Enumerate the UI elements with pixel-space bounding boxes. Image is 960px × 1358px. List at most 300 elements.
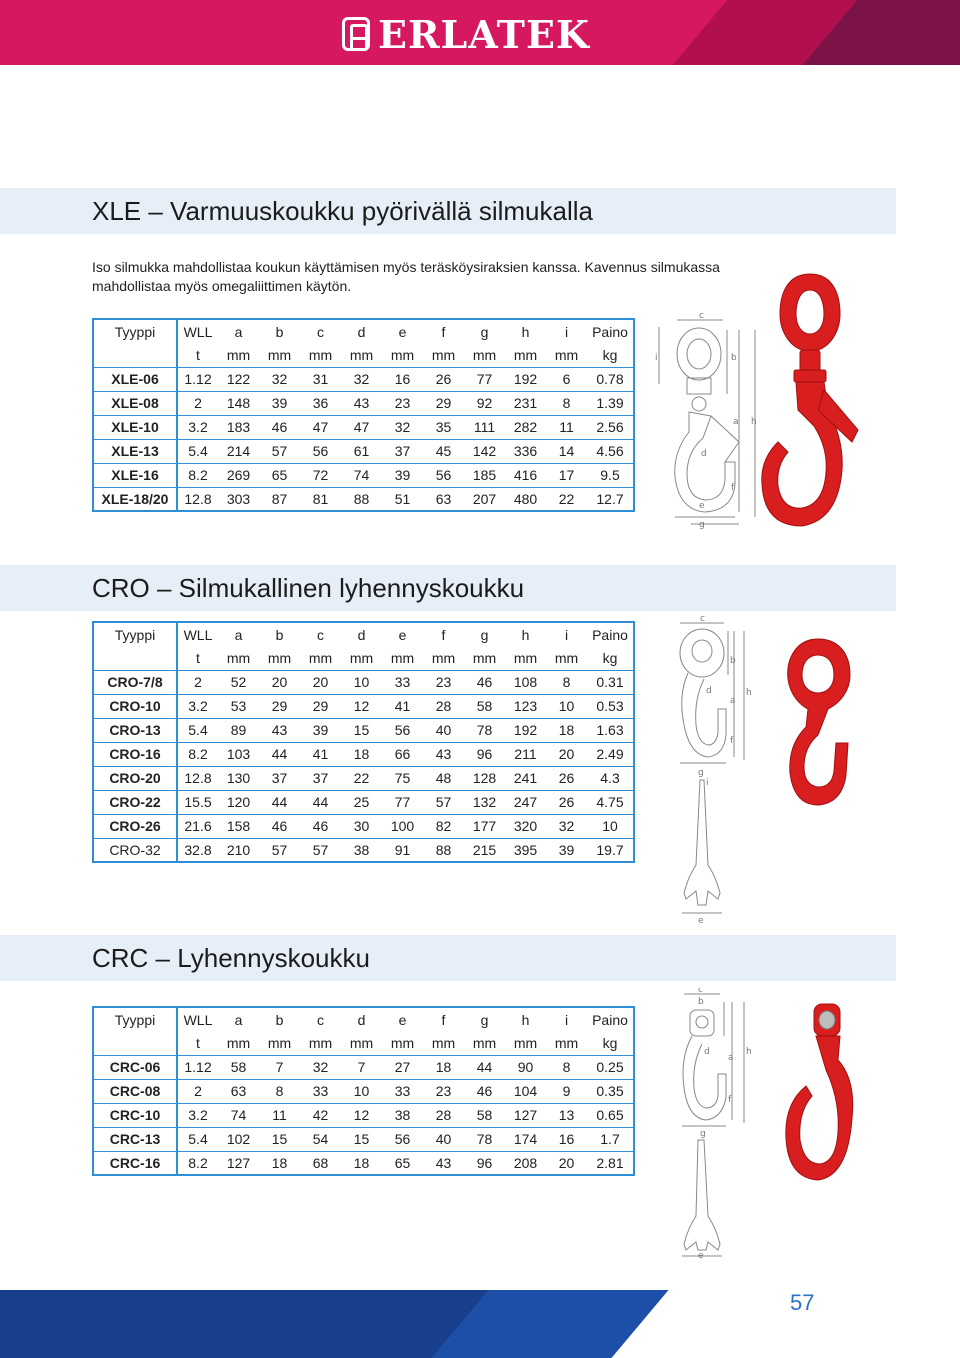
value-cell: 58 bbox=[218, 1055, 259, 1079]
value-cell: 303 bbox=[218, 487, 259, 511]
column-header: d bbox=[357, 626, 366, 643]
table-row bbox=[93, 1055, 634, 1079]
dimension-label: d bbox=[704, 1047, 710, 1057]
cro-technical-drawing bbox=[668, 615, 758, 925]
value-cell: 28 bbox=[423, 1103, 464, 1127]
value-cell: 54 bbox=[300, 1127, 341, 1151]
value-cell: 78 bbox=[464, 1127, 505, 1151]
table-row bbox=[93, 694, 634, 718]
spec-table-crc bbox=[92, 1006, 635, 1176]
value-cell: 108 bbox=[505, 670, 546, 694]
value-cell: 5.4 bbox=[177, 439, 218, 463]
value-cell: 282 bbox=[505, 415, 546, 439]
value-cell: 4.56 bbox=[587, 439, 634, 463]
column-header bbox=[93, 1031, 177, 1055]
value-cell: 17 bbox=[546, 463, 587, 487]
dimension-label: i bbox=[706, 778, 709, 788]
dimension-label: c bbox=[699, 312, 704, 321]
value-cell: 46 bbox=[259, 415, 300, 439]
value-cell: 208 bbox=[505, 1151, 546, 1175]
dimension-label: b bbox=[731, 353, 737, 363]
column-header: i bbox=[564, 323, 569, 340]
column-header bbox=[93, 343, 177, 367]
table-row bbox=[93, 1079, 634, 1103]
table-header-row bbox=[93, 319, 634, 343]
value-cell: 40 bbox=[423, 1127, 464, 1151]
value-cell: 42 bbox=[300, 1103, 341, 1127]
value-cell: 44 bbox=[259, 790, 300, 814]
table-row bbox=[93, 814, 634, 838]
model-cell: CRC-08 bbox=[93, 1079, 177, 1103]
value-cell: 33 bbox=[300, 1079, 341, 1103]
value-cell: 127 bbox=[505, 1103, 546, 1127]
column-header: h bbox=[521, 323, 530, 340]
dimension-label: g bbox=[699, 520, 705, 530]
column-header: a bbox=[234, 1011, 243, 1028]
value-cell: 44 bbox=[300, 790, 341, 814]
value-cell: 65 bbox=[259, 463, 300, 487]
value-cell: 132 bbox=[464, 790, 505, 814]
value-cell: 12.8 bbox=[177, 766, 218, 790]
column-header: WLL bbox=[183, 323, 213, 340]
value-cell: 214 bbox=[218, 439, 259, 463]
spec-table-cro bbox=[92, 621, 635, 863]
model-cell: CRO-7/8 bbox=[93, 670, 177, 694]
value-cell: 57 bbox=[300, 838, 341, 862]
value-cell: 29 bbox=[259, 694, 300, 718]
value-cell: 12 bbox=[341, 1103, 382, 1127]
value-cell: 32 bbox=[341, 367, 382, 391]
value-cell: 61 bbox=[341, 439, 382, 463]
value-cell: 18 bbox=[341, 1151, 382, 1175]
value-cell: 32.8 bbox=[177, 838, 218, 862]
value-cell: 38 bbox=[341, 838, 382, 862]
value-cell: 43 bbox=[341, 391, 382, 415]
column-header: mm bbox=[431, 1034, 456, 1051]
section-intro: Iso silmukka mahdollistaa koukun käyttämisen myös teräsköysiraksien kanssa. Kavennus silmukassa mahdollistaa myös omegaliittimen käytön. bbox=[92, 259, 720, 294]
model-cell: CRO-16 bbox=[93, 742, 177, 766]
column-header: Tyyppi bbox=[93, 622, 177, 646]
value-cell: 8 bbox=[546, 670, 587, 694]
table-header-row bbox=[93, 622, 634, 646]
column-header: mm bbox=[390, 1034, 415, 1051]
value-cell: 46 bbox=[464, 670, 505, 694]
dimension-label: f bbox=[731, 483, 735, 493]
model-cell: CRC-06 bbox=[93, 1055, 177, 1079]
column-header: mm bbox=[267, 1034, 292, 1051]
model-cell: CRO-13 bbox=[93, 718, 177, 742]
value-cell: 27 bbox=[382, 1055, 423, 1079]
value-cell: 7 bbox=[259, 1055, 300, 1079]
column-header: mm bbox=[431, 649, 456, 666]
column-header: mm bbox=[554, 346, 579, 363]
value-cell: 21.6 bbox=[177, 814, 218, 838]
value-cell: 33 bbox=[382, 1079, 423, 1103]
value-cell: 2.49 bbox=[587, 742, 634, 766]
value-cell: 77 bbox=[382, 790, 423, 814]
model-cell: CRC-13 bbox=[93, 1127, 177, 1151]
value-cell: 2.81 bbox=[587, 1151, 634, 1175]
value-cell: 241 bbox=[505, 766, 546, 790]
value-cell: 416 bbox=[505, 463, 546, 487]
column-header: mm bbox=[349, 346, 374, 363]
value-cell: 13 bbox=[546, 1103, 587, 1127]
value-cell: 35 bbox=[423, 415, 464, 439]
value-cell: 90 bbox=[505, 1055, 546, 1079]
xle-technical-drawing bbox=[655, 312, 765, 532]
value-cell: 174 bbox=[505, 1127, 546, 1151]
value-cell: 74 bbox=[218, 1103, 259, 1127]
dimension-label: a bbox=[730, 696, 736, 706]
value-cell: 26 bbox=[546, 766, 587, 790]
value-cell: 0.31 bbox=[587, 670, 634, 694]
value-cell: 32 bbox=[382, 415, 423, 439]
section-heading-cro bbox=[0, 565, 896, 611]
value-cell: 7 bbox=[341, 1055, 382, 1079]
value-cell: 0.35 bbox=[587, 1079, 634, 1103]
value-cell: 19.7 bbox=[587, 838, 634, 862]
column-header: g bbox=[480, 1011, 489, 1028]
section-title: CRO – Silmukallinen lyhennyskoukku bbox=[92, 573, 525, 603]
spec-table-xle bbox=[92, 318, 635, 512]
value-cell: 6 bbox=[546, 367, 587, 391]
value-cell: 16 bbox=[546, 1127, 587, 1151]
value-cell: 46 bbox=[300, 814, 341, 838]
value-cell: 15.5 bbox=[177, 790, 218, 814]
column-header: mm bbox=[513, 649, 538, 666]
value-cell: 148 bbox=[218, 391, 259, 415]
value-cell: 28 bbox=[423, 694, 464, 718]
table-header-row bbox=[93, 343, 634, 367]
value-cell: 23 bbox=[423, 670, 464, 694]
value-cell: 2 bbox=[177, 391, 218, 415]
column-header: kg bbox=[602, 346, 618, 363]
value-cell: 12 bbox=[341, 694, 382, 718]
value-cell: 57 bbox=[259, 439, 300, 463]
table-row bbox=[93, 1151, 634, 1175]
value-cell: 26 bbox=[423, 367, 464, 391]
column-header: g bbox=[480, 323, 489, 340]
value-cell: 8.2 bbox=[177, 463, 218, 487]
model-cell: CRC-10 bbox=[93, 1103, 177, 1127]
value-cell: 5.4 bbox=[177, 1127, 218, 1151]
value-cell: 100 bbox=[382, 814, 423, 838]
table-row bbox=[93, 742, 634, 766]
value-cell: 2.56 bbox=[587, 415, 634, 439]
column-header: t bbox=[196, 1034, 200, 1051]
value-cell: 15 bbox=[341, 718, 382, 742]
table-row bbox=[93, 415, 634, 439]
value-cell: 192 bbox=[505, 718, 546, 742]
value-cell: 2 bbox=[177, 670, 218, 694]
dimension-label: c bbox=[698, 988, 703, 995]
value-cell: 75 bbox=[382, 766, 423, 790]
dimension-label: e bbox=[698, 916, 704, 925]
value-cell: 58 bbox=[464, 694, 505, 718]
value-cell: 10 bbox=[546, 694, 587, 718]
column-header bbox=[93, 646, 177, 670]
column-header: b bbox=[275, 1011, 284, 1028]
value-cell: 56 bbox=[300, 439, 341, 463]
dimension-label: h bbox=[746, 1047, 752, 1057]
dimension-label: g bbox=[698, 768, 704, 778]
brand-name: ERLATEK bbox=[378, 11, 590, 57]
value-cell: 9.5 bbox=[587, 463, 634, 487]
value-cell: 41 bbox=[382, 694, 423, 718]
model-cell: CRO-10 bbox=[93, 694, 177, 718]
value-cell: 37 bbox=[382, 439, 423, 463]
model-cell: CRO-26 bbox=[93, 814, 177, 838]
value-cell: 65 bbox=[382, 1151, 423, 1175]
value-cell: 395 bbox=[505, 838, 546, 862]
column-header: mm bbox=[513, 1034, 538, 1051]
value-cell: 231 bbox=[505, 391, 546, 415]
table-row bbox=[93, 838, 634, 862]
value-cell: 96 bbox=[464, 1151, 505, 1175]
table-row bbox=[93, 718, 634, 742]
value-cell: 88 bbox=[341, 487, 382, 511]
section-heading-xle bbox=[0, 188, 896, 234]
value-cell: 74 bbox=[341, 463, 382, 487]
table-row bbox=[93, 367, 634, 391]
value-cell: 128 bbox=[464, 766, 505, 790]
column-header: Tyyppi bbox=[93, 319, 177, 343]
table-row bbox=[93, 1103, 634, 1127]
model-cell: CRO-20 bbox=[93, 766, 177, 790]
value-cell: 39 bbox=[300, 718, 341, 742]
table-row bbox=[93, 790, 634, 814]
value-cell: 63 bbox=[218, 1079, 259, 1103]
value-cell: 32 bbox=[300, 1055, 341, 1079]
value-cell: 12.8 bbox=[177, 487, 218, 511]
value-cell: 66 bbox=[382, 742, 423, 766]
value-cell: 88 bbox=[423, 838, 464, 862]
value-cell: 18 bbox=[423, 1055, 464, 1079]
value-cell: 31 bbox=[300, 367, 341, 391]
value-cell: 36 bbox=[300, 391, 341, 415]
value-cell: 82 bbox=[423, 814, 464, 838]
value-cell: 104 bbox=[505, 1079, 546, 1103]
value-cell: 20 bbox=[300, 670, 341, 694]
value-cell: 43 bbox=[423, 1151, 464, 1175]
value-cell: 15 bbox=[259, 1127, 300, 1151]
value-cell: 41 bbox=[300, 742, 341, 766]
value-cell: 30 bbox=[341, 814, 382, 838]
column-header: kg bbox=[602, 649, 618, 666]
value-cell: 47 bbox=[300, 415, 341, 439]
section-title: CRC – Lyhennyskoukku bbox=[92, 943, 370, 973]
value-cell: 247 bbox=[505, 790, 546, 814]
column-header: Paino bbox=[592, 626, 628, 643]
dimension-label: e bbox=[699, 501, 705, 511]
column-header: t bbox=[196, 649, 200, 666]
table-row bbox=[93, 1127, 634, 1151]
column-header: mm bbox=[226, 649, 251, 666]
xle-hook-photo bbox=[758, 270, 868, 535]
column-header: WLL bbox=[183, 626, 213, 643]
table-row bbox=[93, 766, 634, 790]
value-cell: 177 bbox=[464, 814, 505, 838]
dimension-label: a bbox=[728, 1053, 734, 1063]
column-header: Tyyppi bbox=[93, 1007, 177, 1031]
column-header: f bbox=[441, 323, 446, 340]
column-header: mm bbox=[513, 346, 538, 363]
section-heading-crc bbox=[0, 935, 896, 981]
value-cell: 11 bbox=[546, 415, 587, 439]
value-cell: 23 bbox=[382, 391, 423, 415]
table-row bbox=[93, 487, 634, 511]
value-cell: 22 bbox=[341, 766, 382, 790]
cro-hook-photo bbox=[778, 635, 863, 810]
value-cell: 18 bbox=[546, 718, 587, 742]
value-cell: 43 bbox=[259, 718, 300, 742]
table-header-row bbox=[93, 646, 634, 670]
dimension-label: h bbox=[746, 688, 752, 698]
value-cell: 10 bbox=[341, 1079, 382, 1103]
dimension-label: i bbox=[655, 353, 658, 363]
crc-hook-photo bbox=[782, 1000, 862, 1185]
value-cell: 57 bbox=[423, 790, 464, 814]
column-header: kg bbox=[602, 1034, 618, 1051]
value-cell: 8 bbox=[546, 391, 587, 415]
column-header: h bbox=[521, 626, 530, 643]
value-cell: 77 bbox=[464, 367, 505, 391]
value-cell: 46 bbox=[259, 814, 300, 838]
column-header: i bbox=[564, 626, 569, 643]
value-cell: 68 bbox=[300, 1151, 341, 1175]
value-cell: 5.4 bbox=[177, 718, 218, 742]
dimension-label: d bbox=[706, 686, 712, 696]
value-cell: 43 bbox=[423, 742, 464, 766]
value-cell: 12.7 bbox=[587, 487, 634, 511]
model-cell: XLE-16 bbox=[93, 463, 177, 487]
column-header: d bbox=[357, 323, 366, 340]
column-header: mm bbox=[431, 346, 456, 363]
column-header: mm bbox=[554, 1034, 579, 1051]
value-cell: 8.2 bbox=[177, 1151, 218, 1175]
table-row bbox=[93, 439, 634, 463]
value-cell: 0.78 bbox=[587, 367, 634, 391]
value-cell: 192 bbox=[505, 367, 546, 391]
value-cell: 11 bbox=[259, 1103, 300, 1127]
value-cell: 53 bbox=[218, 694, 259, 718]
dimension-label: b bbox=[730, 656, 736, 666]
column-header: c bbox=[317, 626, 324, 643]
table-row bbox=[93, 463, 634, 487]
page-number: 57 bbox=[790, 1290, 815, 1315]
value-cell: 51 bbox=[382, 487, 423, 511]
value-cell: 72 bbox=[300, 463, 341, 487]
value-cell: 111 bbox=[464, 415, 505, 439]
column-header: mm bbox=[267, 346, 292, 363]
dimension-label: f bbox=[728, 1095, 732, 1105]
value-cell: 103 bbox=[218, 742, 259, 766]
value-cell: 185 bbox=[464, 463, 505, 487]
value-cell: 10 bbox=[587, 814, 634, 838]
value-cell: 0.25 bbox=[587, 1055, 634, 1079]
value-cell: 1.12 bbox=[177, 367, 218, 391]
value-cell: 320 bbox=[505, 814, 546, 838]
value-cell: 37 bbox=[259, 766, 300, 790]
value-cell: 20 bbox=[546, 742, 587, 766]
value-cell: 44 bbox=[259, 742, 300, 766]
value-cell: 3.2 bbox=[177, 415, 218, 439]
column-header: mm bbox=[349, 649, 374, 666]
value-cell: 29 bbox=[300, 694, 341, 718]
column-header: e bbox=[398, 323, 407, 340]
column-header: f bbox=[441, 626, 446, 643]
column-header: mm bbox=[308, 1034, 333, 1051]
table-header-row bbox=[93, 1031, 634, 1055]
column-header: mm bbox=[390, 346, 415, 363]
value-cell: 8 bbox=[546, 1055, 587, 1079]
column-header: b bbox=[275, 626, 284, 643]
value-cell: 87 bbox=[259, 487, 300, 511]
model-cell: CRC-16 bbox=[93, 1151, 177, 1175]
column-header: mm bbox=[226, 1034, 251, 1051]
value-cell: 158 bbox=[218, 814, 259, 838]
value-cell: 123 bbox=[505, 694, 546, 718]
value-cell: 8.2 bbox=[177, 742, 218, 766]
model-cell: XLE-13 bbox=[93, 439, 177, 463]
value-cell: 4.3 bbox=[587, 766, 634, 790]
column-header: WLL bbox=[183, 1011, 213, 1028]
column-header: mm bbox=[472, 1034, 497, 1051]
value-cell: 122 bbox=[218, 367, 259, 391]
value-cell: 25 bbox=[341, 790, 382, 814]
dimension-label: e bbox=[698, 1251, 704, 1260]
dimension-label: b bbox=[698, 997, 704, 1007]
column-header: e bbox=[398, 1011, 407, 1028]
value-cell: 15 bbox=[341, 1127, 382, 1151]
value-cell: 37 bbox=[300, 766, 341, 790]
column-header: mm bbox=[554, 649, 579, 666]
value-cell: 3.2 bbox=[177, 694, 218, 718]
value-cell: 4.75 bbox=[587, 790, 634, 814]
value-cell: 56 bbox=[423, 463, 464, 487]
column-header: e bbox=[398, 626, 407, 643]
column-header: f bbox=[441, 1011, 446, 1028]
value-cell: 56 bbox=[382, 1127, 423, 1151]
value-cell: 207 bbox=[464, 487, 505, 511]
column-header: mm bbox=[390, 649, 415, 666]
value-cell: 10 bbox=[341, 670, 382, 694]
chain-link-icon bbox=[342, 17, 370, 51]
value-cell: 96 bbox=[464, 742, 505, 766]
value-cell: 32 bbox=[259, 367, 300, 391]
value-cell: 1.12 bbox=[177, 1055, 218, 1079]
value-cell: 210 bbox=[218, 838, 259, 862]
value-cell: 33 bbox=[382, 670, 423, 694]
value-cell: 39 bbox=[259, 391, 300, 415]
table-row bbox=[93, 670, 634, 694]
value-cell: 0.65 bbox=[587, 1103, 634, 1127]
value-cell: 91 bbox=[382, 838, 423, 862]
value-cell: 127 bbox=[218, 1151, 259, 1175]
value-cell: 32 bbox=[546, 814, 587, 838]
model-cell: CRO-22 bbox=[93, 790, 177, 814]
model-cell: XLE-18/20 bbox=[93, 487, 177, 511]
table-row bbox=[93, 391, 634, 415]
value-cell: 480 bbox=[505, 487, 546, 511]
column-header: mm bbox=[308, 346, 333, 363]
column-header: mm bbox=[226, 346, 251, 363]
dimension-label: a bbox=[733, 417, 739, 427]
value-cell: 14 bbox=[546, 439, 587, 463]
value-cell: 29 bbox=[423, 391, 464, 415]
banner-stripe bbox=[0, 1290, 489, 1358]
value-cell: 78 bbox=[464, 718, 505, 742]
